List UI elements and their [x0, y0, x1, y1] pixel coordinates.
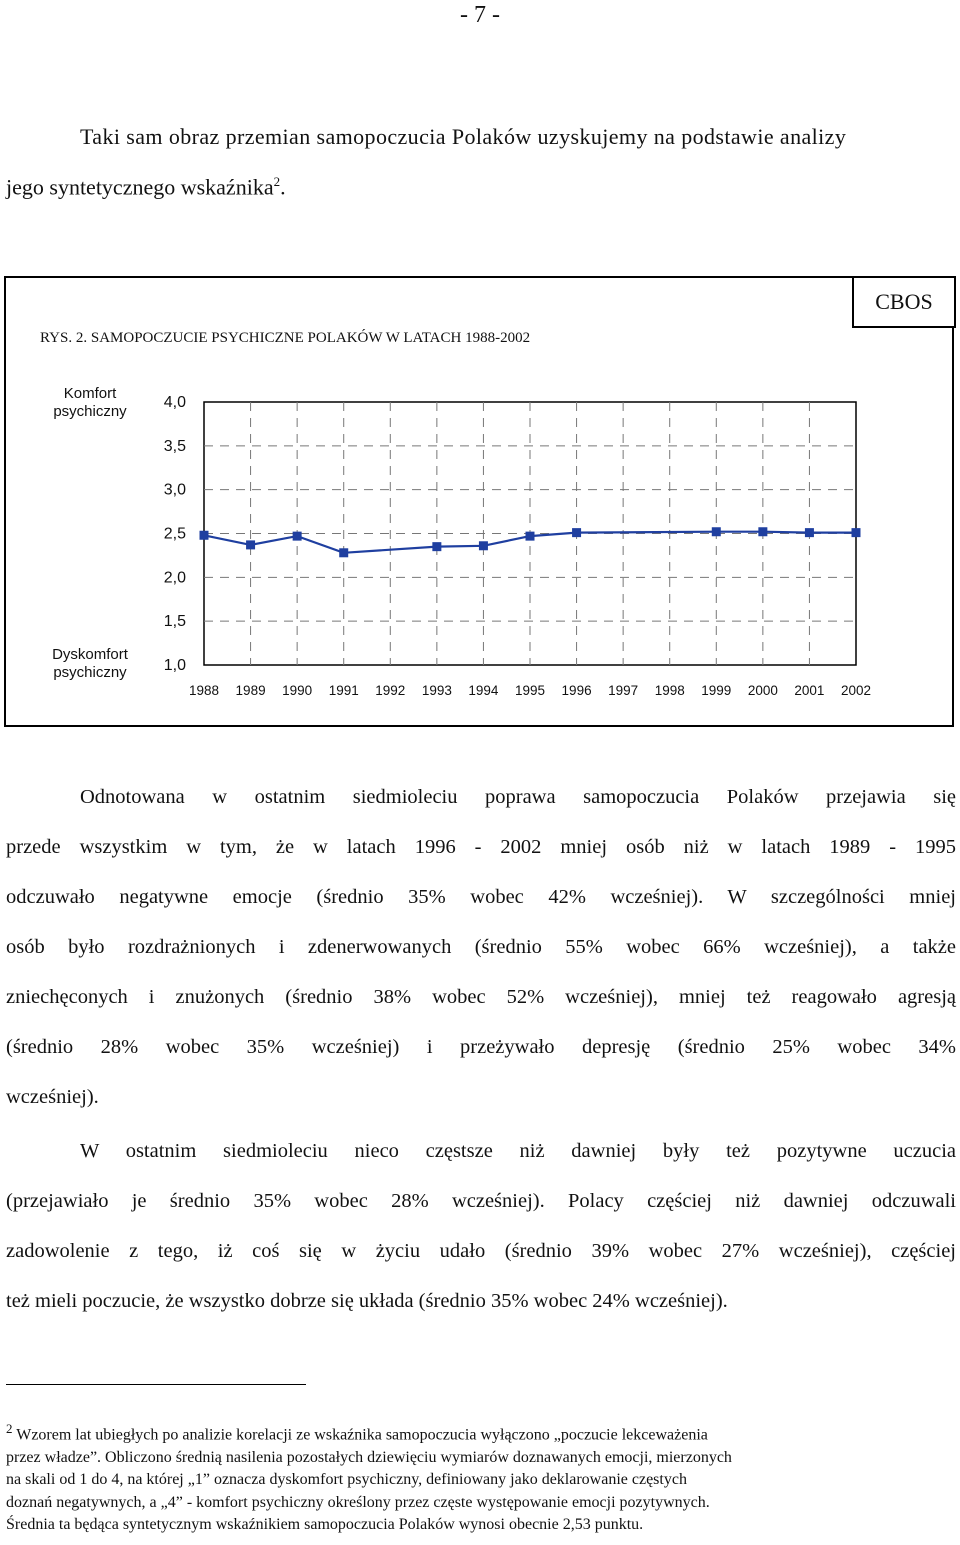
- y-tick-label: 2,5: [163, 525, 186, 543]
- y-tick-label: 1,0: [163, 657, 186, 674]
- x-tick-label: 1993: [421, 683, 452, 698]
- intro-text-end: .: [280, 174, 286, 200]
- x-tick-label: 1999: [701, 683, 732, 698]
- footnote-line: [6, 1418, 956, 1447]
- text-line: też mieli poczucie, że wszystko dobrze się układa (średnio 35% wobec 24% wcześniej).: [6, 1290, 728, 1312]
- x-tick-label: 1995: [514, 683, 546, 698]
- x-tick-label: 2002: [840, 683, 872, 698]
- x-tick-label: 1994: [468, 683, 499, 698]
- data-point: [293, 532, 302, 541]
- data-point: [432, 542, 441, 551]
- data-point: [805, 528, 814, 537]
- x-tick-label: 1996: [561, 683, 592, 698]
- data-point: [758, 527, 767, 536]
- paragraph-2: [6, 1126, 956, 1326]
- page-number: - 7 -: [460, 2, 500, 28]
- footnote-line: przez władze”. Obliczono średnią nasilenia pozostałych dziewięciu wymiarów doznawanych emocji, mierzonych: [6, 1448, 732, 1466]
- x-tick-label: 1992: [375, 683, 406, 698]
- footnote-line: doznań negatywnych, a „4” - komfort psychiczny określony przez częste występowanie emocji pozytywnych.: [6, 1493, 710, 1511]
- x-tick-label: 1998: [654, 683, 685, 698]
- text-line: (średnio 28% wobec 35% wcześniej) i przeżywało depresję (średnio 25% wobec 34%: [6, 1036, 956, 1058]
- text-line: zniechęconych i znużonych (średnio 38% wobec 52% wcześniej), mniej też reagowało agresją: [6, 986, 956, 1008]
- footnote-line: Średnia ta będąca syntetycznym wskaźnikiem samopoczucia Polaków wynosi obecnie 2,53 punktu.: [6, 1516, 644, 1534]
- text-line: wcześniej).: [6, 1086, 99, 1108]
- data-point: [572, 528, 581, 537]
- data-point: [712, 527, 721, 536]
- footnote-divider: [6, 1384, 306, 1385]
- text-line: Odnotowana w ostatnim siedmioleciu poprawa samopoczucia Polaków przejawia się: [80, 786, 956, 808]
- data-point: [479, 541, 488, 550]
- y-tick-label: 3,5: [163, 437, 186, 455]
- y-tick-label: 3,0: [163, 481, 186, 499]
- x-tick-label: 2001: [794, 683, 825, 698]
- text-line: osób było rozdrażnionych i zdenerwowanych (średnio 55% wobec 66% wcześniej), a także: [6, 936, 956, 958]
- y-bottom-label: Dyskomfort psychiczny: [52, 646, 128, 681]
- data-point: [246, 540, 255, 549]
- data-point: [339, 548, 348, 557]
- figure-title: RYS. 2. SAMOPOCZUCIE PSYCHICZNE POLAKÓW W LATACH 1988-2002: [40, 330, 531, 346]
- x-tick-label: 1991: [328, 683, 359, 698]
- intro-text: jego syntetycznego wskaźnika: [6, 174, 274, 200]
- line-chart: [0, 0, 960, 760]
- text-line: przede wszystkim w tym, że w latach 1996 - 2002 mniej osób niż w latach 1989 - 1995: [6, 836, 956, 858]
- footnote-text: Wzorem lat ubiegłych po analizie korelacji ze wskaźnika samopoczucia wyłączono „poczucie lekceważenia: [12, 1426, 708, 1444]
- y-tick-label: 1,5: [163, 613, 186, 631]
- data-point: [526, 532, 535, 541]
- intro-text-line: Taki sam obraz przemian samopoczucia Polaków uzyskujemy na podstawie analizy: [80, 124, 847, 149]
- footnote-line: na skali od 1 do 4, na której „1” oznacza dyskomfort psychiczny, definiowany jako deklarowanie częstych: [6, 1471, 687, 1489]
- x-tick-label: 1990: [282, 683, 313, 698]
- footnote-reference: 2: [273, 174, 281, 189]
- x-tick-label: 1989: [235, 683, 266, 698]
- x-tick-label: 2000: [747, 683, 778, 698]
- y-tick-label: 2,0: [163, 569, 186, 587]
- y-top-label: Komfort psychiczny: [53, 385, 127, 420]
- footnote: [6, 1418, 956, 1537]
- footnote-number: 2: [6, 1421, 13, 1436]
- text-line: W ostatnim siedmioleciu nieco częstsze niż dawniej były też pozytywne uczucia: [80, 1140, 956, 1162]
- x-tick-label: 1988: [188, 683, 220, 698]
- source-label: CBOS: [852, 276, 956, 328]
- x-tick-label: 1997: [608, 683, 639, 698]
- text-line: zadowolenie z tego, iż coś się w życiu udało (średnio 39% wobec 27% wcześniej), częściej: [6, 1240, 956, 1262]
- data-point: [852, 528, 861, 537]
- paragraph-1: [6, 772, 956, 1122]
- text-line: (przejawiało je średnio 35% wobec 28% wcześniej). Polacy częściej niż dawniej odczuwali: [6, 1190, 956, 1212]
- text-line: odczuwało negatywne emocje (średnio 35% wobec 42% wcześniej). W szczególności mniej: [6, 886, 956, 908]
- data-point: [200, 531, 209, 540]
- y-tick-label: 4,0: [163, 394, 186, 411]
